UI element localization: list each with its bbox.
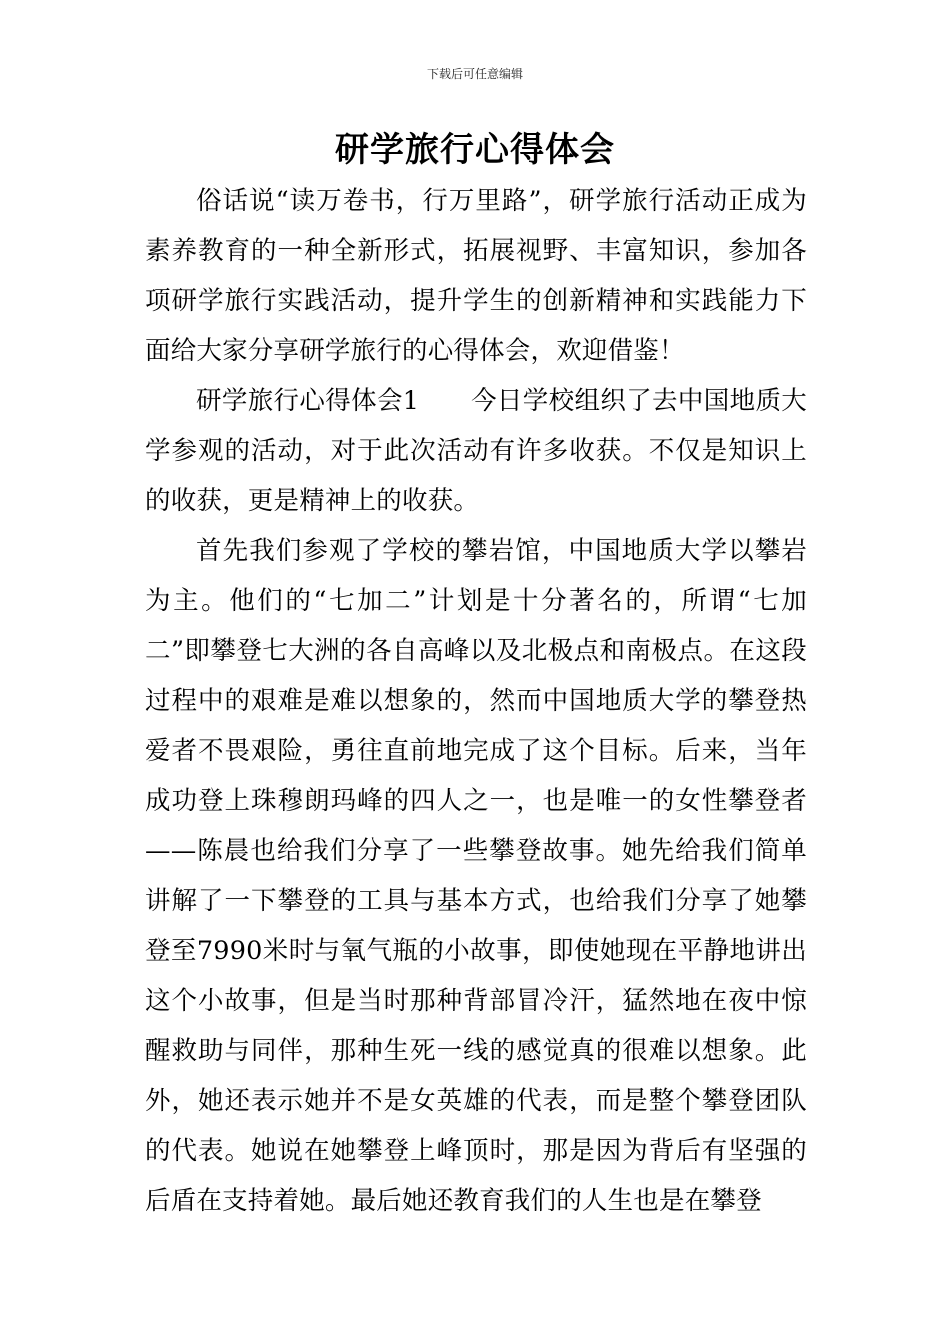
paragraph-section-1: 研学旅行心得体会1 今日学校组织了去中国地质大学参观的活动，对于此次活动有许多收获。不仅是知识上的收获，更是精神上的收获。 [145,386,807,516]
paragraph-climbing: 首先我们参观了学校的攀岩馆，中国地质大学以攀岩为主。他们的“七加二”计划是十分著名的，所谓“七加二”即攀登七大洲的各自高峰以及北极点和南极点。在这段过程中的艰难是难以想象的，然而中国地质大学的攀登热爱者不畏艰险，勇往直前地完成了这个目标。后来，当年成功登上珠穆朗玛峰的四人之一，也是唯一的女性攀登者——陈晨也给我们分享了一些攀登故事。她先给我们简单讲解了一下攀登的工具与基本方式，也给我们分享了她攀登至7990米时与氧气瓶的小故事，即使她现在平静地讲出这个小故事，但是当时那种背部冒冷汗，猛然地在夜中惊醒救助与同伴，那种生死一线的感觉真的很难以想象。此外，她还表示她并不是女英雄的代表，而是整个攀登团队的代表。她说在她攀登上峰顶时，那是因为背后有坚强的后盾在支持着她。最后她还教育我们的人生也是在攀登 [145,536,807,1216]
header-note: 下载后可任意编辑 [426,67,523,81]
paragraph-intro: 俗话说“读万卷书，行万里路”，研学旅行活动正成为素养教育的一种全新形式，拓展视野、丰富知识，参加各项研学旅行实践活动，提升学生的创新精神和实践能力下面给大家分享研学旅行的心得体会，欢迎借鉴！ [145,186,807,366]
document-title: 研学旅行心得体会 [335,130,615,170]
document-body [145,176,807,1228]
